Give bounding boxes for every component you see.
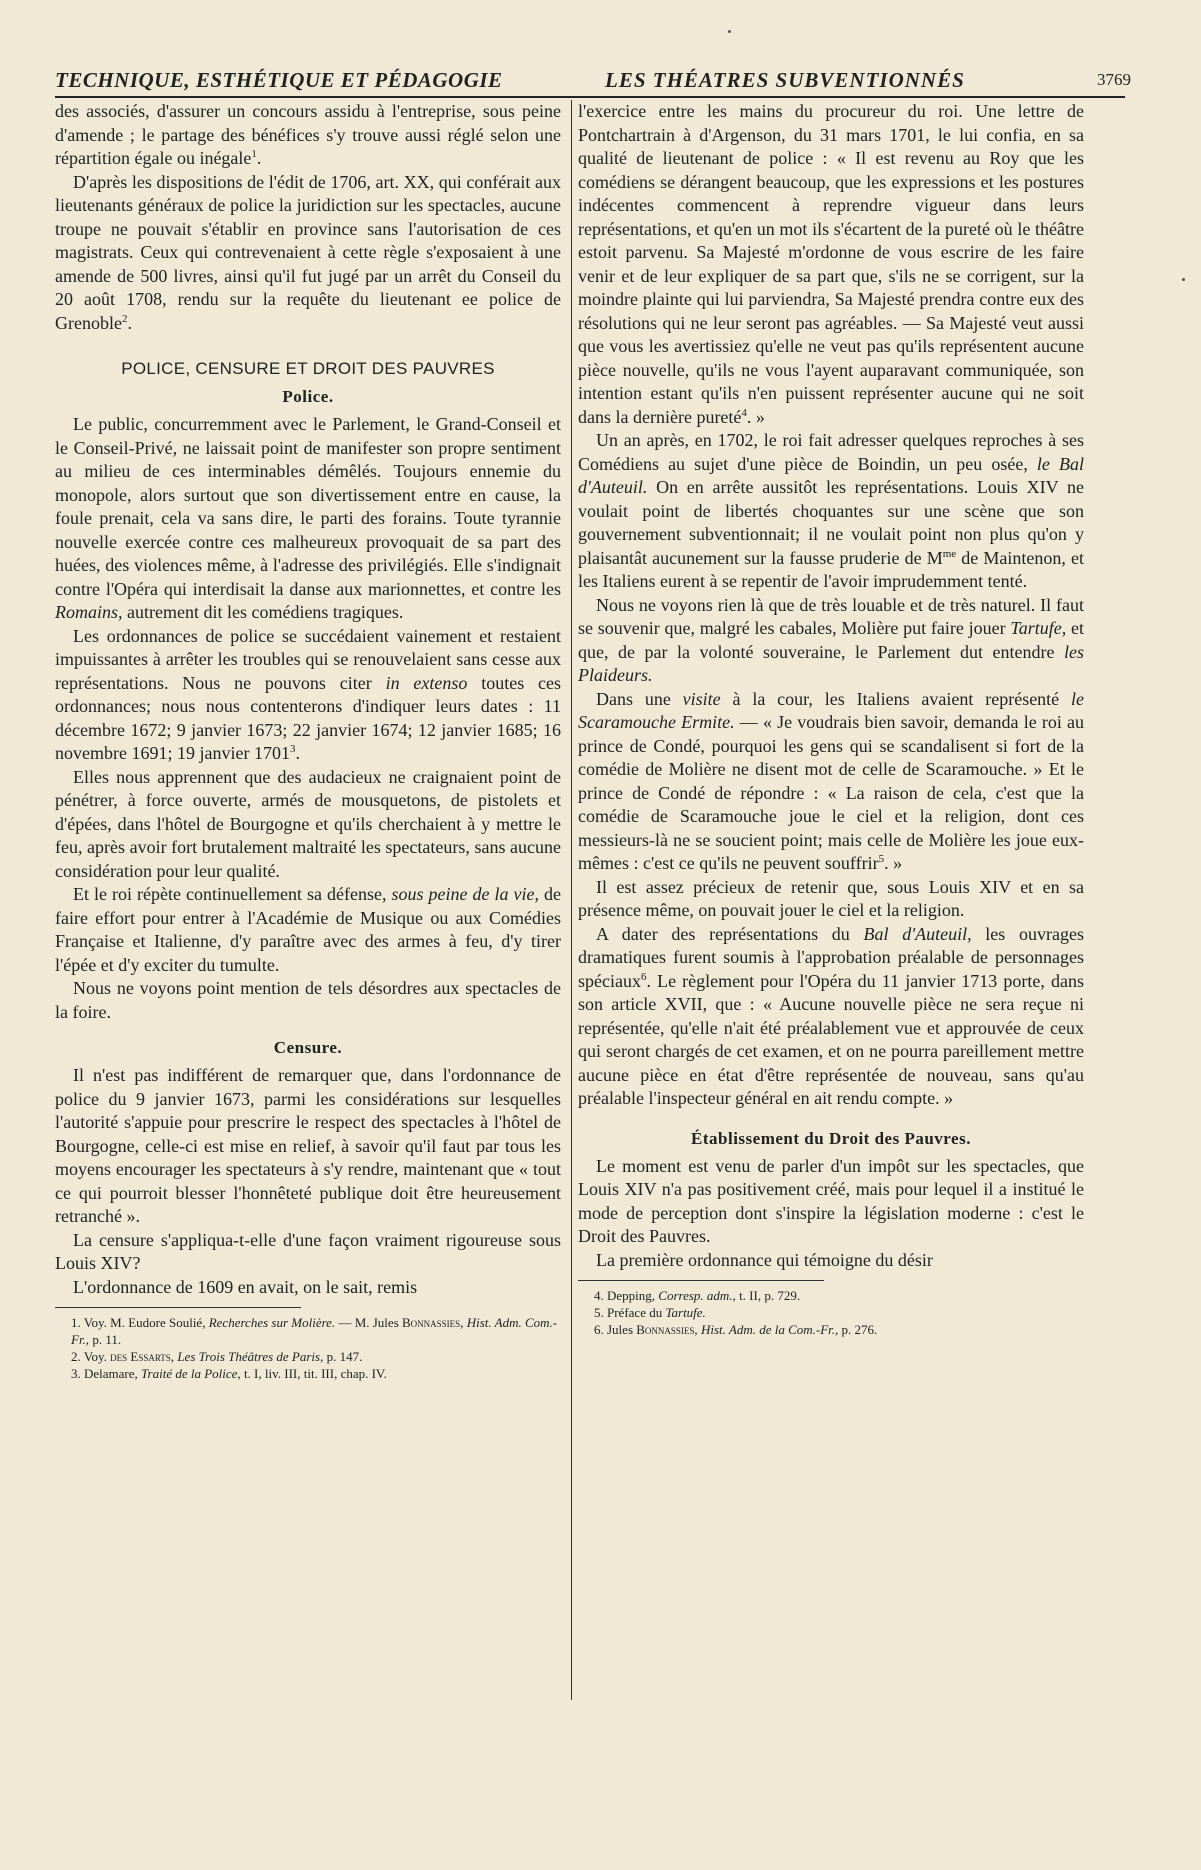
- paragraph: Elles nous apprennent que des audacieux ne craignaient point de pénétrer, à force ouverte, armés de mousquetons, de pistolets et d'épées, dans l'hôtel de Bourgogne et qu'ils cherchaient à y mettre le feu, après avoir fort brutalement maltraité les spectateurs, sans aucune considération pour leur qualité.: [55, 766, 561, 881]
- section-heading: POLICE, CENSURE ET DROIT DES PAUVRES: [121, 359, 495, 378]
- left-column: [55, 100, 561, 1382]
- footnote: 6. Jules Bonnassies, Hist. Adm. de la Com.-Fr., p. 276.: [594, 1322, 878, 1337]
- paragraph: La censure s'appliqua-t-elle d'une façon vraiment rigoureuse sous Louis XIV?: [55, 1229, 561, 1273]
- paragraph: Le moment est venu de parler d'un impôt sur les spectacles, que Louis XIV n'a pas positivement créé, mais pour lequel il a institué le mode de perception dont s'inspire la législation moderne : c'est le Droit des Pauvres.: [578, 1155, 1084, 1246]
- paragraph: D'après les dispositions de l'édit de 1706, art. XX, qui conférait aux lieutenants généraux de police la juridiction sur les spectacles, aucune troupe ne pouvait s'établir en province sans l'autorisation de ces magistrats. Ceux qui contrevenaient à cette règle s'exposaient à une amende de 500 livres, ainsi qu'il fut jugé par un arrêt du Conseil du 20 août 1708, rendu sur la requête du lieutenant ee police de Grenoble$^2$.: [55, 171, 561, 333]
- footnote-rule: [578, 1280, 824, 1281]
- paragraph: Un an après, en 1702, le roi fait adresser quelques reproches à ses Comédiens au sujet d'une pièce de Boindin, un peu osée, le Bal d'Auteuil. On en arrête aussitôt les représentations. Louis XIV ne voulait point de libertés choquantes sur une scène que son gouvernement subventionnait; il ne voulait point non plus qu'on y plaisantât aucunement sur la fausse pruderie de $M^{me}$ de Maintenon, et les Italiens eurent à se repentir de l'avoir imprudemment tenté.: [578, 430, 1084, 591]
- running-header: [55, 66, 1131, 98]
- footnote: 2. Voy. des Essarts, Les Trois Théâtres de Paris, p. 147.: [71, 1349, 363, 1364]
- subheading-police: Police.: [282, 387, 334, 406]
- paragraph: des associés, d'assurer un concours assidu à l'entreprise, sous peine d'amende ; le partage des bénéfices s'y trouve aussi réglé selon une répartition égale ou inégale$^1$.: [55, 101, 561, 168]
- footnote: 1. Voy. M. Eudore Soulié, Recherches sur Molière. — M. Jules Bonnassies, Hist. Adm. Com.-Fr., p. 11.: [71, 1315, 558, 1347]
- print-speck: [1182, 278, 1185, 281]
- paragraph: A dater des représentations du Bal d'Auteuil, les ouvrages dramatiques furent soumis à l'approbation préalable de personnages spéciaux$^6$. Le règlement pour l'Opéra du 11 janvier 1713 porte, dans son article XVII, que : « Aucune nouvelle pièce ne sera reçue ni représentée, qu'elle n'ait été préalablement vue et approuvée de ceux qui seront chargés de cet examen, et on ne pourra pareillement mettre aucune pièce en état d'être représentée de nouveau, sans qu'au préalable l'inspecteur général en ait rendu compte. »: [578, 923, 1084, 1108]
- column-divider: [571, 100, 572, 1700]
- paragraph: L'ordonnance de 1609 en avait, on le sait, remis: [73, 1276, 418, 1297]
- subheading-droit-des-pauvres: Établissement du Droit des Pauvres.: [691, 1128, 971, 1148]
- header-right-title: LES THÉATRES SUBVENTIONNÉS: [605, 68, 965, 92]
- paragraph: Les ordonnances de police se succédaient vainement et restaient impuissantes à arrêter les troubles qui se renouvelaient sans cesse aux représentations. Nous ne pouvons citer in extenso toutes ces ordonnances; nous nous contenterons d'indiquer leurs dates : 11 décembre 1672; 9 janvier 1673; 22 janvier 1674; 12 janvier 1685; 16 novembre 1691; 19 janvier 1701$^3$.: [55, 625, 562, 763]
- paragraph: Le public, concurremment avec le Parlement, le Grand-Conseil et le Conseil-Privé, ne laissait point de manifester son propre sentiment au milieu de ces interminables démêlés. Toujours ennemie du monopole, alors surtout que son divertissement entre en cause, la foule prenait, cela va sans dire, le parti des forains. Toute tyrannie nouvelle exercée contre ces malheureux provoquait de sa part des huées, des violences même, à l'adresse des privilégiés. Elle s'indignait contre l'Opéra qui interdisait la danse aux marionnettes, et contre les Romains, autrement dit les comédiens tragiques.: [55, 414, 561, 622]
- paragraph: Nous ne voyons point mention de tels désordres aux spectacles de la foire.: [55, 978, 561, 1022]
- print-speck: [728, 30, 731, 33]
- footnote: 5. Préface du Tartufe.: [594, 1305, 706, 1320]
- page-number: 3769: [1097, 70, 1131, 89]
- paragraph: Dans une visite à la cour, les Italiens avaient représenté le Scaramouche Ermite. — « Je voudrais bien savoir, demanda le roi au prince de Condé, pourquoi les gens qui se scandalisent si fort de la comédie de Molière ne disent mot de celle de Scaramouche. » Et le prince de Condé de répondre : « La raison de cela, c'est que la comédie de Scaramouche joue le ciel et la religion, dont ces messieurs-là ne se soucient point; mais celle de Molière les joue eux-mêmes : c'est ce qu'ils ne peuvent souffrir$^5$. »: [578, 688, 1085, 873]
- paragraph: l'exercice entre les mains du procureur du roi. Une lettre de Pontchartrain à d'Argenson, du 31 mars 1701, le lui confia, en sa qualité de lieutenant de police : « Il est revenu au Roy que les comédiens se dérangent beaucoup, que les expressions et les postures indécentes commencent à reprendre vigueur dans leurs représentations, et qu'en un mot ils s'écartent de la pureté où le théâtre estoit parvenu. Sa Majesté m'ordonne de vous escrire de les faire venir et de leur expliquer de sa part que, s'ils ne se corrigent, sur la moindre plainte qui lui parviendra, Sa Majesté prendra contre eux des résolutions qui ne leur seront pas agréables. — Sa Majesté veut aussi que vous les avertissiez qu'elle ne veut pas qu'ils représentent aucune pièce nouvelle, qu'ils ne vous l'ayent auparavant communiquée, son intention estant qu'ils n'en puissent représenter aucune qui ne soit dans la dernière pureté$^4$. »: [578, 101, 1084, 427]
- footnote: 4. Depping, Corresp. adm., t. II, p. 729.: [594, 1288, 801, 1303]
- footnote: 3. Delamare, Traité de la Police, t. I, liv. III, tit. III, chap. IV.: [71, 1366, 387, 1381]
- paragraph: Nous ne voyons rien là que de très louable et de très naturel. Il faut se souvenir que, malgré les cabales, Molière put faire jouer Tartufe, et que, de par la volonté souveraine, le Parlement dut entendre les Plaideurs.: [578, 594, 1084, 685]
- paragraph: La première ordonnance qui témoigne du désir: [596, 1249, 933, 1270]
- header-left-title: TECHNIQUE, ESTHÉTIQUE ET PÉDAGOGIE: [55, 68, 503, 92]
- paragraph: Il est assez précieux de retenir que, sous Louis XIV et en sa présence même, on pouvait jouer le ciel et la religion.: [578, 876, 1084, 920]
- paragraph: Il n'est pas indifférent de remarquer que, dans l'ordonnance de police du 9 janvier 1673, parmi les considérations sur lesquelles l'autorité s'appuie pour prescrire le respect des spectacles à l'hôtel de Bourgogne, celle-ci est mise en relief, à savoir qu'il faut par tous les moyens encourager les spectateurs à s'y rendre, maintenant que « tout ce qui pourroit blesser l'honnêteté publique doit être heureusement retranché ».: [55, 1065, 561, 1226]
- footnote-rule: [55, 1307, 301, 1308]
- paragraph: Et le roi répète continuellement sa défense, sous peine de la vie, de faire effort pour entrer à l'Académie de Musique ou aux Comédies Française et Italienne, d'y paraître avec des armes à feu, d'y tirer l'épée et d'y exciter du tumulte.: [55, 884, 561, 975]
- subheading-censure: Censure.: [273, 1038, 343, 1057]
- right-column: [578, 100, 1084, 1338]
